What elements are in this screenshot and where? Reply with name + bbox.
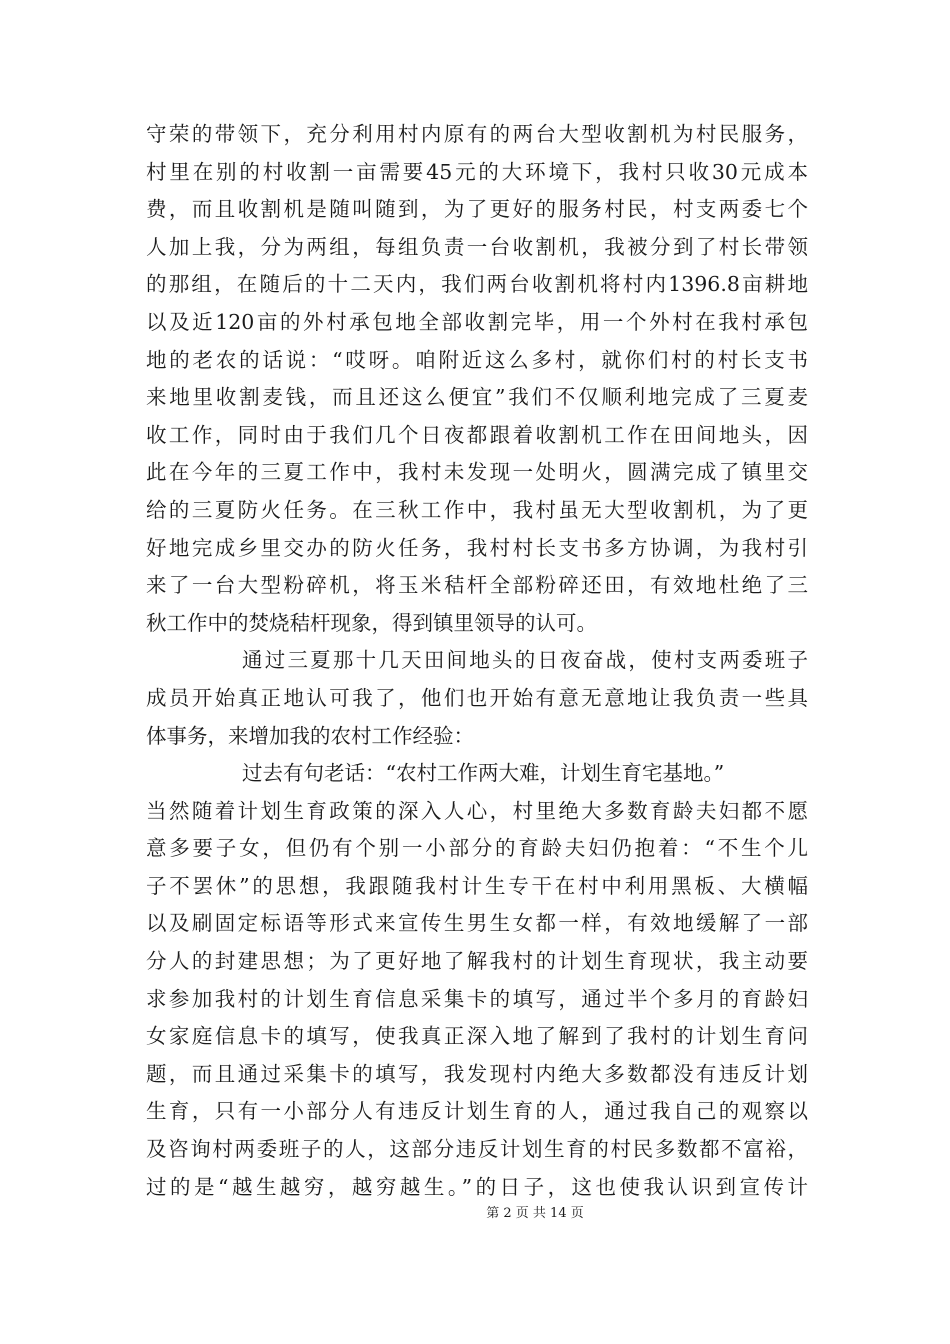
text-line: 女家庭信息卡的填写，使我真正深入地了解到了我村的计划生育问: [146, 1024, 808, 1049]
text-line: 村里在别的村收割一亩需要45元的大环境下，我村只收30元成本: [146, 159, 808, 184]
text-line: 地的老农的话说：“哎呀。咱附近这么多村，就你们村的村长支书: [146, 347, 808, 372]
text-line: 此在今年的三夏工作中，我村未发现一处明火，圆满完成了镇里交: [146, 460, 808, 485]
text-line: 体事务，来增加我的农村工作经验：: [146, 723, 474, 748]
text-line: 好地完成乡里交办的防火任务，我村村长支书多方协调，为我村引: [146, 535, 808, 560]
text-line: 过的是“越生越穷，越穷越生。”的日子，这也使我认识到宣传计: [146, 1174, 808, 1199]
text-line: 意多要子女，但仍有个别一小部分的育龄夫妇仍抱着：“不生个儿: [146, 836, 808, 861]
text-line: 以及近120亩的外村承包地全部收割完毕，用一个外村在我村承包: [146, 309, 808, 334]
body-text: [146, 116, 808, 1206]
text-line: 分人的封建思想；为了更好地了解我村的计划生育现状，我主动要: [146, 949, 808, 974]
text-line: 生育，只有一小部分人有违反计划生育的人，通过我自己的观察以: [146, 1099, 808, 1124]
text-line: 给的三夏防火任务。在三秋工作中，我村虽无大型收割机，为了更: [146, 497, 808, 522]
text-line: 以及刷固定标语等形式来宣传生男生女都一样，有效地缓解了一部: [146, 911, 808, 936]
text-line: 来地里收割麦钱，而且还这么便宜”我们不仅顺利地完成了三夏麦: [146, 385, 808, 410]
text-line: 成员开始真正地认可我了，他们也开始有意无意地让我负责一些具: [146, 685, 808, 710]
text-line: 子不罢休”的思想，我跟随我村计生专干在村中利用黑板、大横幅: [146, 873, 808, 898]
text-line: 当然随着计划生育政策的深入人心，村里绝大多数育龄夫妇都不愿: [146, 798, 808, 823]
text-line: 题，而且通过采集卡的填写，我发现村内绝大多数都没有违反计划: [146, 1061, 808, 1086]
text-line: 及咨询村两委班子的人，这部分违反计划生育的村民多数都不富裕，: [146, 1137, 808, 1162]
paragraph-first-line: 通过三夏那十几天田间地头的日夜奋战，使村支两委班子: [242, 648, 808, 673]
page-number-footer: 第 2 页 共 14 页: [486, 1206, 584, 1221]
paragraph-first-line: 过去有句老话：“农村工作两大难，计划生育宅基地。”: [242, 761, 725, 786]
text-line: 费，而且收割机是随叫随到，为了更好的服务村民，村支两委七个: [146, 197, 808, 222]
text-line: 守荣的带领下，充分利用村内原有的两台大型收割机为村民服务，: [146, 122, 808, 146]
text-line: 秋工作中的焚烧秸杆现象，得到镇里领导的认可。: [146, 610, 597, 635]
text-line: 收工作，同时由于我们几个日夜都跟着收割机工作在田间地头，因: [146, 422, 808, 447]
text-line: 来了一台大型粉碎机，将玉米秸杆全部粉碎还田，有效地杜绝了三: [146, 573, 808, 598]
text-line: 求参加我村的计划生育信息采集卡的填写，通过半个多月的育龄妇: [146, 986, 808, 1011]
text-line: 人加上我，分为两组，每组负责一台收割机，我被分到了村长带领: [146, 234, 808, 259]
text-line: 的那组，在随后的十二天内，我们两台收割机将村内1396.8亩耕地: [146, 272, 808, 297]
